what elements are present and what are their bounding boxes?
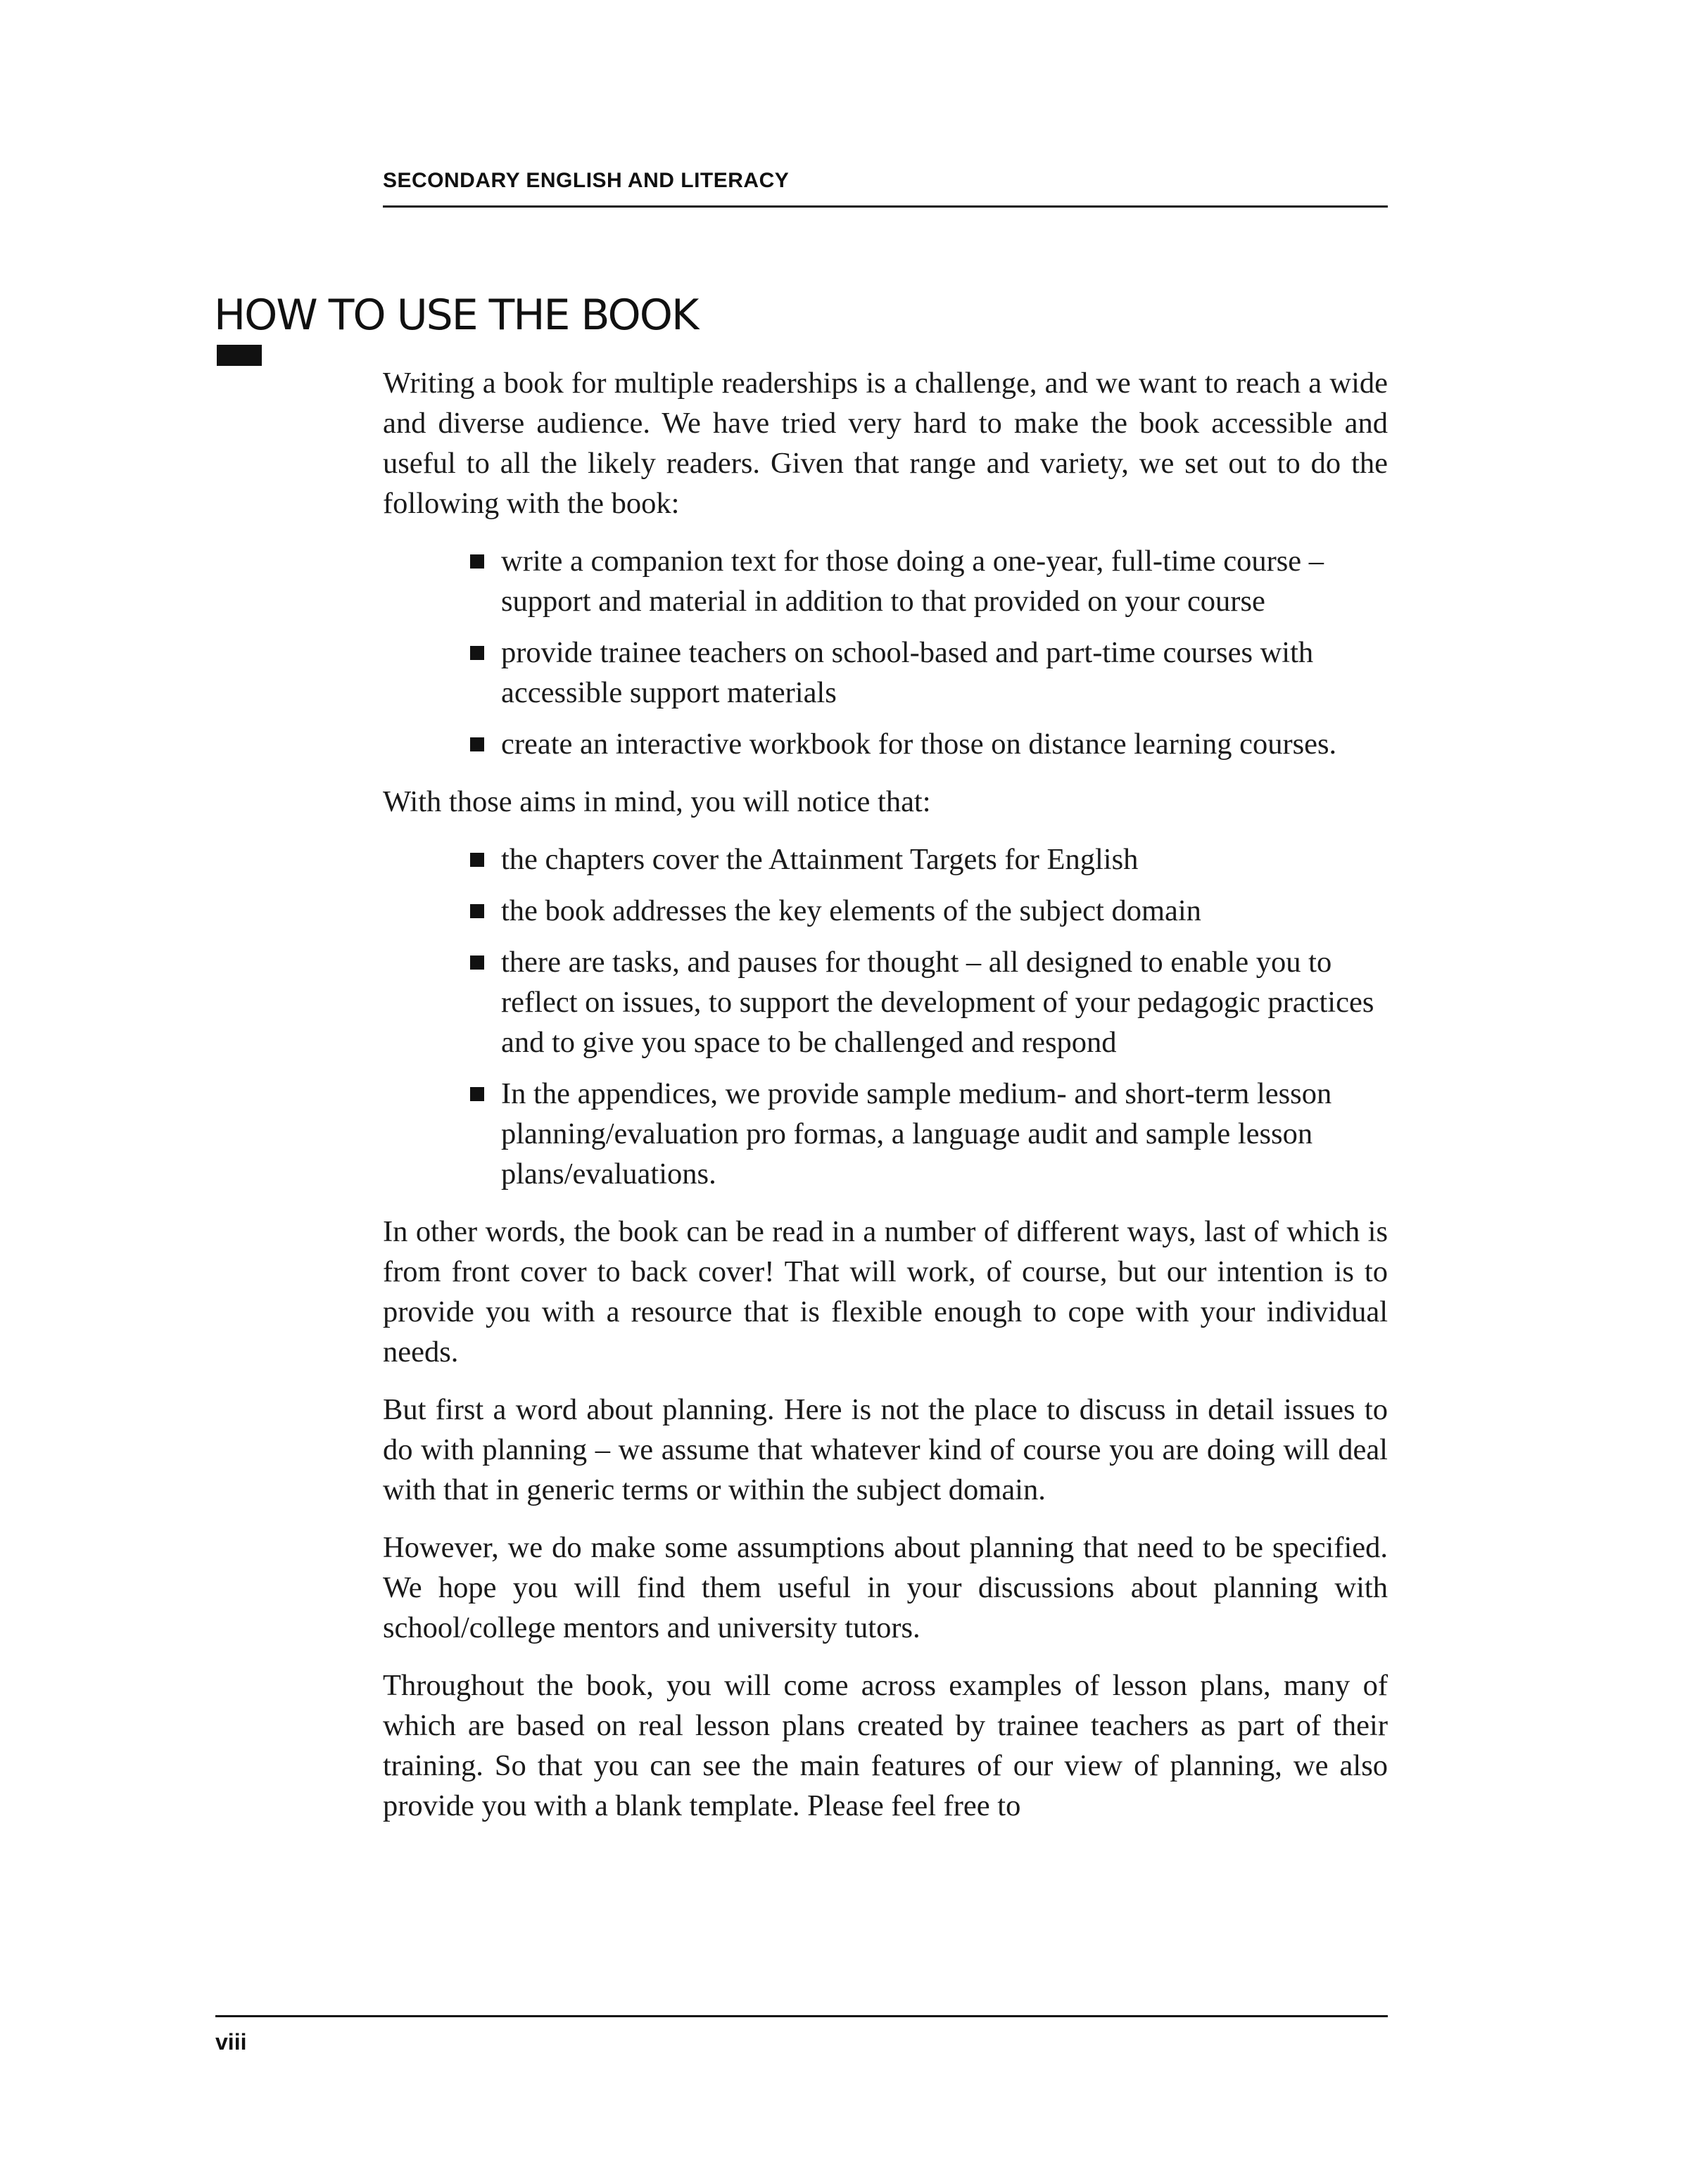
list-item <box>501 839 1388 880</box>
list-item-text: the book addresses the key elements of the subject domain <box>501 894 1201 927</box>
aims-list <box>383 541 1388 764</box>
square-bullet-icon <box>470 737 484 751</box>
list-item <box>501 541 1388 621</box>
page-number: viii <box>215 2029 247 2055</box>
list-item-text: create an interactive workbook for those on distance learning courses. <box>501 728 1337 761</box>
square-bullet-icon <box>470 956 484 970</box>
square-bullet-icon <box>470 1087 484 1101</box>
running-head: SECONDARY ENGLISH AND LITERACY <box>383 169 790 192</box>
square-bullet-icon <box>470 853 484 867</box>
list-item-text: there are tasks, and pauses for thought – all designed to enable you to reflect on issues, to support the development of your pedagogic practices and to give you space to be challenged and respond <box>501 946 1374 1059</box>
footer-rule <box>215 2015 1388 2017</box>
section-title: HOW TO USE THE BOOK <box>214 291 698 340</box>
list-item <box>501 724 1388 764</box>
body-paragraph: Throughout the book, you will come across examples of lesson plans, many of which are based on real lesson plans created by trainee teachers as part of their training. So that you can see the main features of our view of planning, we also provide you with a blank template. Please feel free to <box>383 1669 1388 1822</box>
square-bullet-icon <box>470 554 484 569</box>
list-item-text: provide trainee teachers on school-based and part-time courses with accessible support materials <box>501 636 1314 709</box>
body-text <box>383 363 1388 1843</box>
body-paragraph: However, we do make some assumptions about planning that need to be specified. We hope you will find them useful in your discussions about planning with school/college mentors and university tutors. <box>383 1531 1388 1644</box>
title-marker-block <box>217 345 262 366</box>
list-item <box>501 942 1388 1062</box>
list-item-text: In the appendices, we provide sample medium- and short-term lesson planning/evaluation pro formas, a language audit and sample lesson plans/evaluations. <box>501 1077 1332 1191</box>
list-item-text: write a companion text for those doing a one-year, full-time course – support and material in addition to that provided on your course <box>501 545 1324 618</box>
list-item <box>501 1074 1388 1194</box>
features-list <box>383 839 1388 1194</box>
list-item <box>501 891 1388 931</box>
notice-lead-paragraph: With those aims in mind, you will notice that: <box>383 785 931 818</box>
square-bullet-icon <box>470 646 484 660</box>
body-paragraph: But first a word about planning. Here is not the place to discuss in detail issues to do with planning – we assume that whatever kind of course you are doing will deal with that in generic terms or within the subject domain. <box>383 1393 1388 1506</box>
list-item <box>501 633 1388 713</box>
intro-paragraph: Writing a book for multiple readerships is a challenge, and we want to reach a wide and diverse audience. We have tried very hard to make the book accessible and useful to all the likely readers. Given that range and variety, we set out to do the following with the book: <box>383 367 1388 520</box>
square-bullet-icon <box>470 904 484 918</box>
body-paragraph: In other words, the book can be read in a number of different ways, last of which is from front cover to back cover! That will work, of course, but our intention is to provide you with a resource that is flexible enough to cope with your individual needs. <box>383 1215 1388 1369</box>
header-rule <box>383 205 1388 208</box>
list-item-text: the chapters cover the Attainment Targets for English <box>501 843 1139 876</box>
